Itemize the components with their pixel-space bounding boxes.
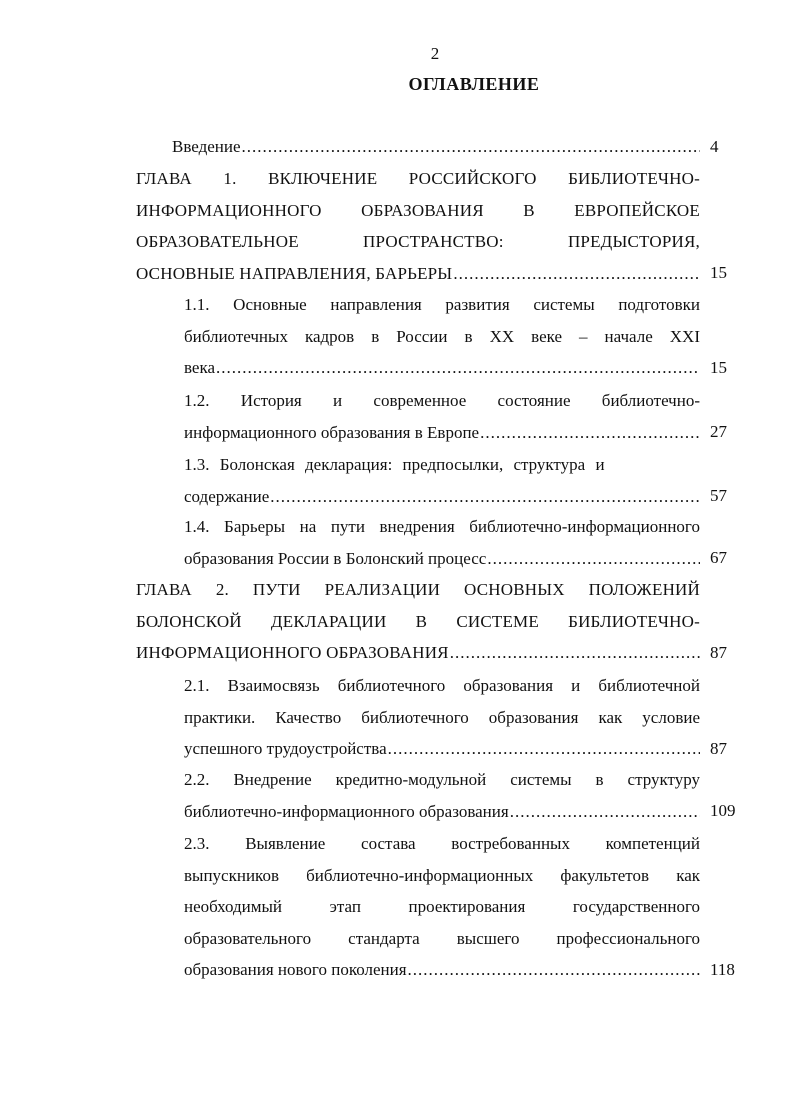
toc-entry-section-1-2[interactable] <box>184 385 700 448</box>
dot-leader <box>453 258 700 290</box>
dot-leader <box>408 954 700 986</box>
toc-line: 2.2. Внедрение кредитно-модульной системы в структуру <box>184 770 700 789</box>
toc-line: 1.1. Основные направления развития системы подготовки <box>184 295 700 314</box>
toc-entry-section-2-2[interactable] <box>184 764 700 827</box>
toc-line: 2.3. Выявление состава востребованных компетенций <box>184 834 700 853</box>
dot-leader <box>480 417 700 449</box>
toc-entry-text: образования нового поколения <box>184 960 407 979</box>
toc-line <box>184 733 700 765</box>
toc-page-number: 15 <box>710 263 727 282</box>
toc-line <box>136 258 700 290</box>
toc-line <box>184 481 700 513</box>
page-number: 2 <box>430 44 440 63</box>
toc-page-number: 57 <box>710 486 727 505</box>
toc-line: образовательного стандарта высшего профессионального <box>184 928 700 948</box>
toc-entry-text: Введение <box>172 137 241 156</box>
toc-line: ГЛАВА 2. ПУТИ РЕАЛИЗАЦИИ ОСНОВНЫХ ПОЛОЖЕНИЙ <box>136 580 700 599</box>
toc-page-number: 15 <box>710 358 727 377</box>
toc-entry-section-1-4[interactable] <box>184 511 700 574</box>
toc-page-number: 87 <box>710 643 727 662</box>
toc-line <box>184 796 700 828</box>
toc-entry-text: библиотечно-информационного образования <box>184 801 509 821</box>
dot-leader <box>270 481 700 513</box>
toc-entry-text: ИНФОРМАЦИОННОГО ОБРАЗОВАНИЯ <box>136 643 449 662</box>
toc-page-number: 109 <box>710 801 736 820</box>
toc-line <box>184 543 700 575</box>
toc-title: ОГЛАВЛЕНИЕ <box>408 74 540 94</box>
toc-line: ИНФОРМАЦИОННОГО ОБРАЗОВАНИЯ В ЕВРОПЕЙСКОЕ <box>136 200 700 220</box>
toc-entry-section-1-3[interactable] <box>184 449 700 512</box>
toc-line: ГЛАВА 1. ВКЛЮЧЕНИЕ РОССИЙСКОГО БИБЛИОТЕЧНО- <box>136 169 700 188</box>
toc-entry-section-2-3[interactable] <box>184 828 700 986</box>
toc-page-number: 118 <box>710 960 735 979</box>
toc-entry-text: образования России в Болонский процесс <box>184 548 487 568</box>
toc-entry-section-2-1[interactable] <box>184 670 700 765</box>
toc-line: 1.4. Барьеры на пути внедрения библиотечно-информационного <box>184 517 700 536</box>
toc-line: 2.1. Взаимосвязь библиотечного образования и библиотечной <box>184 676 700 695</box>
toc-line: 1.3. Болонская декларация: предпосылки, структура и <box>184 455 605 474</box>
toc-entry-text: успешного трудоустройства <box>184 739 387 758</box>
toc-page-number: 4 <box>710 137 719 156</box>
dot-leader <box>216 352 700 384</box>
toc-entry-chapter-2[interactable] <box>136 574 700 669</box>
toc-line <box>184 352 700 384</box>
toc-entry-text: информационного образования в Европе <box>184 422 480 442</box>
toc-line <box>184 417 700 449</box>
toc-page-number: 87 <box>710 739 727 758</box>
toc-entry-chapter-1[interactable] <box>136 163 700 289</box>
dot-leader <box>510 796 700 828</box>
toc-line: необходимый этап проектирования государственного <box>184 897 700 916</box>
toc-line: практики. Качество библиотечного образования как условие <box>184 707 700 727</box>
toc-line: 1.2. История и современное состояние библиотечно- <box>184 391 700 410</box>
toc-line <box>172 131 700 163</box>
toc-entry-text: века <box>184 358 216 377</box>
toc-line <box>136 637 700 669</box>
dot-leader <box>487 543 700 575</box>
toc-line: БОЛОНСКОЙ ДЕКЛАРАЦИИ В СИСТЕМЕ БИБЛИОТЕЧНО- <box>136 611 700 631</box>
dot-leader <box>450 637 700 669</box>
toc-entry-text: ОСНОВНЫЕ НАПРАВЛЕНИЯ, БАРЬЕРЫ <box>136 263 453 283</box>
toc-entry-text: содержание <box>184 486 270 506</box>
toc-line <box>184 954 700 986</box>
toc-line: выпускников библиотечно-информационных факультетов как <box>184 865 700 885</box>
toc-line: ОБРАЗОВАТЕЛЬНОЕ ПРОСТРАНСТВО: ПРЕДЫСТОРИЯ, <box>136 232 700 251</box>
toc-page-number: 27 <box>710 422 727 441</box>
dot-leader <box>242 131 700 163</box>
toc-entry-section-1-1[interactable] <box>184 289 700 384</box>
toc-entry-introduction[interactable] <box>172 131 700 163</box>
toc-line: библиотечных кадров в России в XX веке – начале XXI <box>184 326 700 346</box>
toc-page-number: 67 <box>710 548 727 567</box>
dot-leader <box>388 733 700 765</box>
